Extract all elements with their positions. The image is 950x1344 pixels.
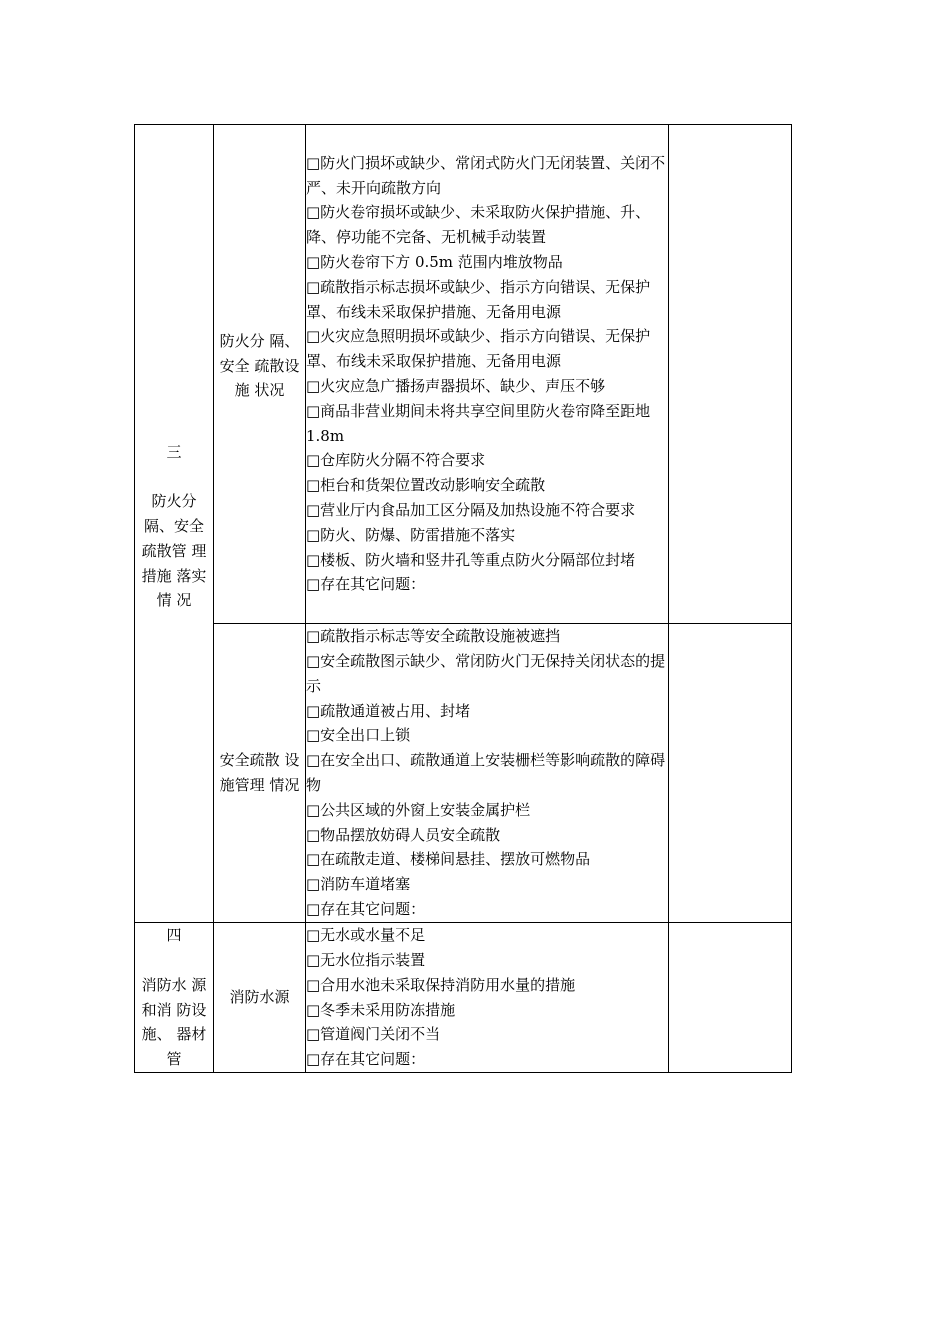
checklist-item[interactable]: □合用水池未采取保持消防用水量的措施	[306, 975, 576, 994]
checklist-item[interactable]: □疏散指示标志损坏或缺少、指示方向错误、无保护罩、布线未采取保护措施、无备用电源	[306, 277, 651, 321]
section-3-title-line: 疏散管	[141, 541, 187, 560]
section-4-row-water-source	[135, 923, 792, 1073]
checklist-item[interactable]: □存在其它问题：	[306, 1050, 426, 1069]
section-4-title-line: 防设施、	[141, 1000, 207, 1044]
checklist-evacuation	[306, 624, 669, 923]
group-name-line: 状况	[254, 381, 285, 400]
checklist-item[interactable]: □存在其它问题：	[306, 899, 426, 918]
remarks-cell[interactable]	[669, 923, 792, 1073]
checklist-item[interactable]: □防火卷帘下方 0.5m 范围内堆放物品	[306, 253, 563, 272]
checklist-item[interactable]: □管道阀门关闭不当	[306, 1025, 441, 1044]
group-name-line: 情况	[269, 776, 300, 794]
checklist-item[interactable]: □无水位指示装置	[306, 950, 426, 969]
section-4-title-line: 源和消	[141, 975, 207, 1019]
inspection-table	[134, 124, 792, 1073]
checklist-item[interactable]: □防火卷帘损坏或缺少、未采取防火保护措施、升、降、停功能不完备、无机械手动装置	[306, 203, 651, 247]
section-4-title-line: 消防水	[141, 975, 187, 994]
section-3-title-line: 落实情	[156, 566, 207, 610]
group-name-fire-separation	[214, 125, 306, 624]
section-4-number: 四	[166, 926, 182, 945]
checklist-item[interactable]: □在安全出口、疏散通道上安装栅栏等影响疏散的障碍物	[306, 751, 666, 794]
checklist-item[interactable]: □消防车道堵塞	[306, 875, 411, 894]
section-3-title-line: 况	[176, 591, 192, 610]
group-name-water-source	[214, 923, 306, 1073]
checklist-water-source	[306, 923, 669, 1073]
group-name-line: 疏散设施	[234, 356, 300, 400]
checklist-item[interactable]: □楼板、防火墙和竖井孔等重点防火分隔部位封堵	[306, 550, 636, 569]
group-name-evacuation	[214, 624, 306, 923]
group-name-line: 隔、安全	[219, 331, 300, 375]
checklist-fire-separation	[306, 125, 669, 624]
group-name-line: 防火分	[219, 331, 265, 350]
section-3-row-evacuation	[135, 624, 792, 923]
checklist-item[interactable]: □公共区域的外窗上安装金属护栏	[306, 800, 531, 819]
checklist-item[interactable]: □安全疏散图示缺少、常闭防火门无保持关闭状态的提示	[306, 652, 666, 695]
checklist-item[interactable]: □柜台和货架位置改动影响安全疏散	[306, 476, 546, 495]
section-4-title-line: 器材管	[166, 1025, 207, 1069]
checklist-item[interactable]: □商品非营业期间未将共享空间里防火卷帘降至距地 1.8m	[306, 401, 651, 445]
checklist-item[interactable]: □冬季未采用防冻措施	[306, 1000, 456, 1019]
checklist-item[interactable]: □物品摆放妨碍人员安全疏散	[306, 825, 501, 844]
checklist-item[interactable]: □营业厅内食品加工区分隔及加热设施不符合要求	[306, 500, 636, 519]
checklist-item[interactable]: □在疏散走道、楼梯间悬挂、摆放可燃物品	[306, 850, 591, 869]
section-4-header-cell	[135, 923, 214, 1073]
remarks-cell[interactable]	[669, 624, 792, 923]
checklist-item[interactable]: □防火、防爆、防雷措施不落实	[306, 525, 516, 544]
section-3-title-line: 隔、安全	[143, 517, 204, 536]
checklist-item[interactable]: □火灾应急广播扬声器损坏、缺少、声压不够	[306, 377, 606, 395]
group-name-line: 消防水源	[229, 988, 290, 1007]
section-3-row-fire-separation	[135, 125, 792, 624]
checklist-item[interactable]: □无水或水量不足	[306, 926, 426, 945]
checklist-item[interactable]: □安全出口上锁	[306, 726, 411, 745]
group-name-line: 设施管理	[219, 751, 300, 794]
checklist-item[interactable]: □存在其它问题：	[306, 575, 426, 594]
group-name-line: 安全疏散	[219, 751, 280, 770]
checklist-item[interactable]: □疏散指示标志等安全疏散设施被遮挡	[306, 627, 561, 646]
checklist-item[interactable]: □防火门损坏或缺少、常闭式防火门无闭装置、关闭不严、未开向疏散方向	[306, 153, 666, 197]
section-3-number: 三	[166, 442, 182, 461]
section-3-title-line: 理措施	[141, 541, 207, 585]
section-3-header-cell	[135, 125, 214, 923]
remarks-cell[interactable]	[669, 125, 792, 624]
section-3-title-line: 防火分	[151, 492, 197, 511]
checklist-item[interactable]: □仓库防火分隔不符合要求	[306, 451, 486, 470]
checklist-item[interactable]: □火灾应急照明损坏或缺少、指示方向错误、无保护罩、布线未采取保护措施、无备用电源	[306, 327, 651, 371]
checklist-item[interactable]: □疏散通道被占用、封堵	[306, 701, 471, 720]
